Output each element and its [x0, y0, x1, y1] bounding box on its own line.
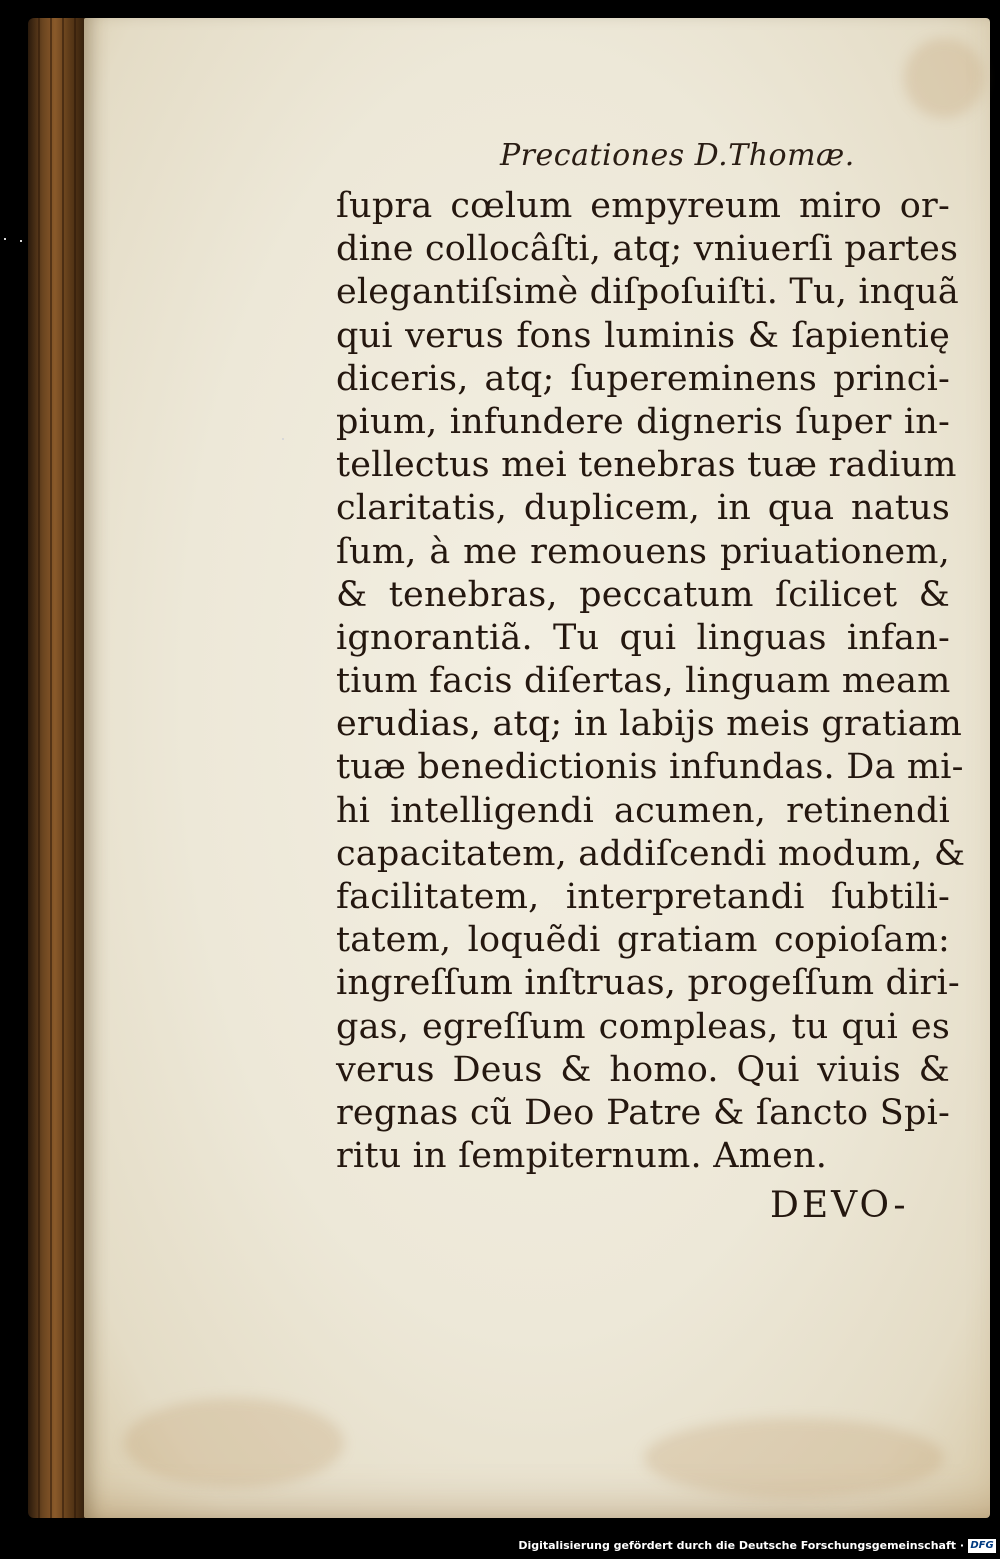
text-line: tium facis diſertas, linguam meam	[336, 661, 951, 702]
text-line: ſum, à me remouens priuationem,	[336, 531, 950, 572]
dfg-logo: DFG	[968, 1539, 996, 1553]
text-line: tatem, loquẽdi gratiam copioſam:	[336, 920, 950, 961]
text-line: ritu in ſempiternum. Amen.	[336, 1136, 828, 1177]
text-line: & tenebras, peccatum ſcilicet &	[336, 574, 950, 615]
text-line: ingreſſum inſtruas, progeſſum diri-	[336, 963, 960, 1004]
text-line: qui verus fons luminis & ſapientię	[336, 315, 950, 356]
catchword: DEVO-	[770, 1185, 909, 1226]
digitization-credit: Digitalisierung gefördert durch die Deutsche Forschungsgemeinschaft ·	[518, 1539, 964, 1552]
text-line: diceris, atq; ſupereminens princi-	[336, 358, 950, 399]
text-line: hi intelligendi acumen, retinendi	[336, 790, 950, 831]
text-line: ignorantiã. Tu qui linguas infan-	[336, 617, 950, 658]
text-line: gas, egreſſum compleas, tu qui es	[336, 1006, 950, 1047]
text-line: facilitatem, interpretandi ſubtili-	[336, 877, 950, 917]
text-line: ſupra cœlum empyreum miro or-	[336, 186, 950, 226]
main-text-block	[336, 185, 966, 1178]
text-line: dine collocâſti, atq; vniuerſi partes	[336, 229, 959, 270]
text-line: erudias, atq; in labijs meis gratiam	[336, 704, 963, 745]
text-line: elegantiſsimè diſpoſuiſti. Tu, inquã	[336, 272, 959, 313]
text-line: tuæ benedictionis infundas. Da mi-	[336, 747, 964, 788]
book-fore-edge	[28, 18, 88, 1518]
text-line: verus Deus & homo. Qui viuis &	[336, 1049, 950, 1090]
text-line: capacitatem, addiſcendi modum, &	[336, 833, 966, 874]
text-line: regnas cũ Deo Patre & ſancto Spi-	[336, 1092, 950, 1133]
running-header: Precationes D.Thomæ.	[500, 138, 855, 173]
text-line: claritatis, duplicem, in qua natus	[336, 488, 950, 529]
text-line: tellectus mei tenebras tuæ radium	[336, 445, 957, 486]
text-line: pium, infundere digneris ſuper in-	[336, 401, 950, 442]
